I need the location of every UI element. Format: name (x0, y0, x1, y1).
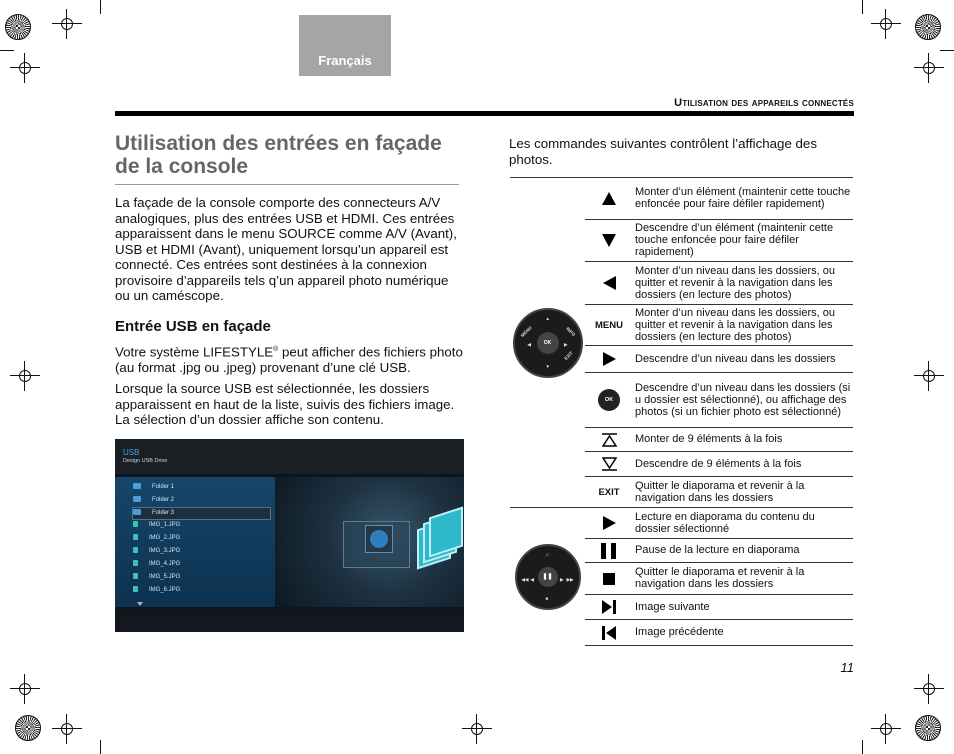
controls-intro: Les commandes suivantes contrôlent l’affichage des photos. (509, 136, 817, 167)
crop-mark (862, 740, 863, 754)
icon-cell (585, 477, 633, 508)
usb-file-item: IMG_5.JPG (133, 572, 270, 583)
usb-folder-item-selected: Folder 3 (132, 507, 271, 520)
icon-cell (585, 620, 633, 646)
usb-file-item: IMG_4.JPG (133, 559, 270, 570)
image-file-icon (133, 547, 138, 553)
registration-crosshair-mark (920, 367, 938, 385)
control-row (510, 178, 853, 220)
controls-table (510, 177, 853, 646)
registration-star-mark (5, 14, 31, 40)
registration-star-mark (15, 715, 41, 741)
usb-folder-item: Folder 1 (133, 482, 270, 493)
icon-cell (585, 563, 633, 595)
icon-cell (585, 428, 633, 452)
control-description: Descendre de 9 éléments à la fois (633, 452, 853, 477)
registration-crosshair-mark (920, 680, 938, 698)
title-rule (115, 184, 459, 185)
control-description: Descendre d’un niveau dans les dossiers (633, 346, 853, 373)
menu-button-label: MENU (595, 319, 623, 331)
remote-ok-icon: OK (537, 332, 559, 354)
registration-crosshair-mark (16, 59, 34, 77)
triangle-right-icon (603, 352, 616, 366)
control-description: Pause de la lecture en diaporama (633, 539, 853, 563)
play-icon (603, 516, 616, 530)
icon-cell (585, 508, 633, 539)
usb-screen-footer (115, 609, 464, 632)
language-tab (299, 15, 391, 76)
icon-cell (585, 305, 633, 346)
control-row (510, 508, 853, 539)
image-file-icon (133, 534, 138, 540)
crop-mark (862, 0, 863, 14)
registration-crosshair-mark (58, 720, 76, 738)
stop-icon (603, 573, 615, 585)
icon-cell (585, 346, 633, 373)
registration-crosshair-mark (58, 15, 76, 33)
registration-star-mark (915, 715, 941, 741)
icon-cell (585, 220, 633, 262)
usb-screen-header (115, 439, 464, 474)
transport-remote-icon: ❚❚ ♫ ■ ◀◀ ▶▶ ◀ ▶ (515, 544, 581, 610)
usb-file-item: IMG_3.JPG (133, 546, 270, 557)
crop-mark (940, 50, 954, 51)
transport-remote-cell (510, 508, 585, 646)
subsection-heading: Entrée USB en façade (115, 318, 271, 335)
registration-crosshair-mark (468, 720, 486, 738)
crop-mark (100, 0, 101, 14)
usb-file-item: IMG_1.JPG (133, 520, 270, 531)
control-description: Monter d’un niveau dans les dossiers, ou quitter et revenir à la navigation dans les dossiers (en lecture des photos) (633, 305, 853, 346)
folder-icon (133, 509, 141, 515)
folder-icon (133, 496, 141, 502)
control-description: Descendre d’un élément (maintenir cette touche enfoncée pour faire défiler rapidement) (633, 220, 853, 262)
control-description: Monter de 9 éléments à la fois (633, 428, 853, 452)
icon-cell (585, 452, 633, 477)
control-description: Image précédente (633, 620, 853, 646)
icon-cell (585, 539, 633, 563)
intro-paragraph: La façade de la console comporte des connecteurs A/V analogiques, plus des entrées USB et HDMI. Ces entrées apparaissent dans le menu SOURCE comme A/V (Avant), USB et HDMI (Avant), uniquement lorsqu’un appareil est connecté. Ces entrées sont destinées à la connexion provisoire d’appareils tels q’un appareil photo numérique ou un caméscope. (115, 195, 457, 303)
triangle-left-icon (603, 276, 616, 290)
preview-disc-icon (365, 525, 393, 553)
triangle-down-icon (602, 234, 616, 247)
crop-mark (100, 740, 101, 754)
pause-icon (601, 543, 617, 559)
language-tab-label: Français (318, 53, 372, 68)
icon-cell (585, 373, 633, 428)
icon-cell (585, 262, 633, 305)
navigation-remote-icon: OK MENU INFO EXIT ▲ ▼ ◀ ▶ (513, 308, 583, 378)
usb-file-item: IMG_2.JPG (133, 533, 270, 544)
ok-button-icon: OK (598, 389, 620, 411)
image-file-icon (133, 586, 138, 592)
scroll-down-arrow-icon (137, 602, 143, 606)
previous-track-icon (602, 626, 616, 640)
next-track-icon (602, 600, 616, 614)
page-up-icon (602, 433, 617, 447)
control-description: Lecture en diaporama du contenu du dossier sélectionné (633, 508, 853, 539)
running-head: Utilisation des appareils connectés (674, 97, 854, 109)
header-rule (115, 111, 854, 116)
registration-crosshair-mark (877, 720, 895, 738)
image-file-icon (133, 560, 138, 566)
usb-browser-screenshot (115, 439, 464, 632)
triangle-up-icon (602, 192, 616, 205)
usb-paragraph: Votre système LIFESTYLE® peut afficher des fichiers photo (au format .jpg ou .jpeg) provenant d’une clé USB. (115, 344, 463, 375)
registration-crosshair-mark (16, 680, 34, 698)
image-file-icon (133, 521, 138, 527)
control-description: Descendre d’un niveau dans les dossiers (si u dossier est sélectionné), ou affichage des photos (si un fichier photo est sélectionné) (633, 373, 853, 428)
page-number: 11 (840, 660, 854, 675)
usb-source-paragraph: Lorsque la source USB est sélectionnée, les dossiers apparaissent en haut de la liste, suivis des fichiers image. La sélection d’un dossier affiche son contenu. (115, 381, 455, 427)
remote-pause-icon: ❚❚ (538, 567, 558, 587)
section-title: Utilisation des entrées en façade de la console (115, 132, 442, 178)
control-description: Monter d’un élément (maintenir cette touche enfoncée pour faire défiler rapidement) (633, 178, 853, 220)
usb-screen-subtitle: Design USB Drive (123, 458, 168, 464)
navigation-remote-cell (510, 178, 585, 508)
crop-mark (0, 50, 14, 51)
registration-star-mark (915, 14, 941, 40)
control-description: Quitter le diaporama et revenir à la navigation dans les dossiers (633, 563, 853, 595)
usb-folder-item: Folder 2 (133, 495, 270, 506)
usb-screen-title: USB (123, 448, 140, 457)
control-description: Quitter le diaporama et revenir à la navigation dans les dossiers (633, 477, 853, 508)
registration-crosshair-mark (877, 15, 895, 33)
icon-cell (585, 178, 633, 220)
registration-crosshair-mark (920, 59, 938, 77)
folder-icon (133, 483, 141, 489)
icon-cell (585, 595, 633, 620)
registration-crosshair-mark (16, 367, 34, 385)
control-description: Image suivante (633, 595, 853, 620)
usb-file-item: IMG_6.JPG (133, 585, 270, 596)
control-description: Monter d’un niveau dans les dossiers, ou quitter et revenir à la navigation dans les dossiers (en lecture des photos) (633, 262, 853, 305)
image-file-icon (133, 573, 138, 579)
exit-button-label: EXIT (598, 486, 620, 498)
page-down-icon (602, 457, 617, 471)
